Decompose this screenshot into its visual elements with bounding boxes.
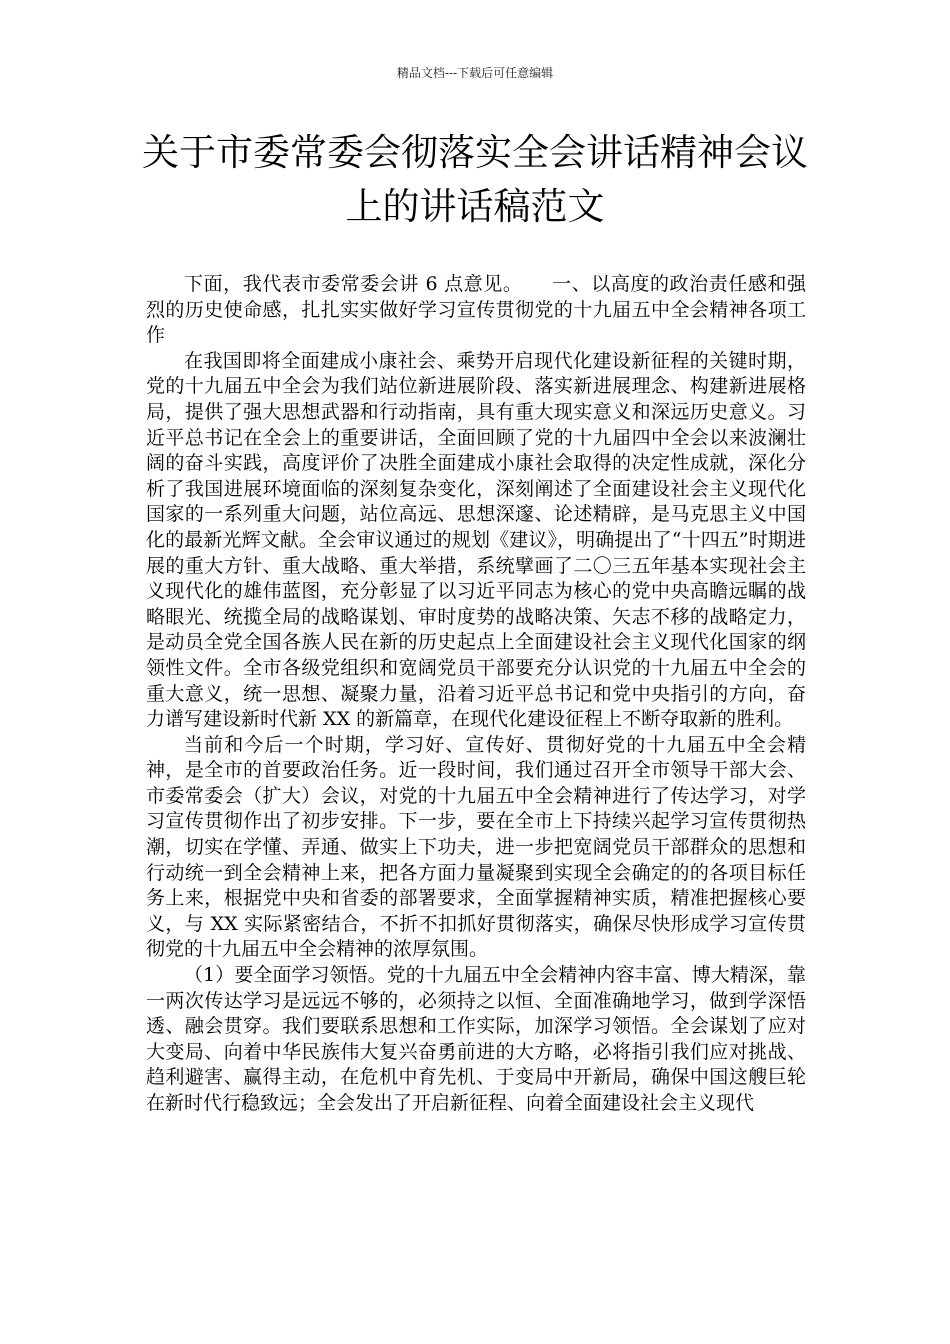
title-line-2: 上的讲话稿范文 <box>345 185 605 228</box>
document-title <box>100 126 850 234</box>
paragraph: 下面，我代表市委常委会讲 6 点意见。 一、以高度的政治责任感和强烈的历史使命感，扎扎实实做好学习宣传贯彻党的十九届五中全会精神各项工作 <box>146 273 806 347</box>
paragraph: 当前和今后一个时期，学习好、宣传好、贯彻好党的十九届五中全会精神，是全市的首要政治任务。近一段时间，我们通过召开全市领导干部大会、市委常委会（扩大）会议，对党的十九届五中全会精神进行了传达学习，对学习宣传贯彻作出了初步安排。下一步，要在全市上下持续兴起学习宣传贯彻热潮，切实在学懂、弄通、做实上下功夫，进一步把宽阔党员干部群众的思想和行动统一到全会精神上来，把各方面力量凝聚到实现全会确定的的各项目标任务上来，根据党中央和省委的部署要求，全面掌握精神实质，精准把握核心要义，与 XX 实际紧密结合，不折不扣抓好贯彻落实，确保尽快形成学习宣传贯彻党的十九届五中全会精神的浓厚氛围。 <box>146 733 806 961</box>
document-body <box>146 272 806 1117</box>
page-header: 精品文档---下载后可任意编辑 <box>396 66 554 80</box>
paragraph: （1）要全面学习领悟。党的十九届五中全会精神内容丰富、博大精深，靠一两次传达学习是远远不够的，必须持之以恒、全面准确地学习，做到学深悟透、融会贯穿。我们要联系思想和工作实际，加深学习领悟。全会谋划了应对大变局、向着中华民族伟大复兴奋勇前进的大方略，必将指引我们应对挑战、趋利避害、赢得主动，在危机中育先机、于变局中开新局，确保中国这艘巨轮在新时代行稳致远；全会发出了开启新征程、向着全面建设社会主义现代 <box>146 964 806 1114</box>
paragraph: 在我国即将全面建成小康社会、乘势开启现代化建设新征程的关键时期，党的十九届五中全会为我们站位新进展阶段、落实新进展理念、构建新进展格局，提供了强大思想武器和行动指南，具有重大现实意义和深远历史意义。习近平总书记在全会上的重要讲话，全面回顾了党的十九届四中全会以来波澜壮阔的奋斗实践，高度评价了决胜全面建成小康社会取得的决定性成就，深化分析了我国进展环境面临的深刻复杂变化，深刻阐述了全面建设社会主义现代化国家的一系列重大问题，站位高远、思想深邃、论述精辟，是马克思主义中国化的最新光辉文献。全会审议通过的规划《建议》，明确提出了“十四五”时期进展的重大方针、重大战略、重大举措，系统擘画了二〇三五年基本实现社会主义现代化的雄伟蓝图，充分彰显了以习近平同志为核心的党中央高瞻远瞩的战略眼光、统揽全局的战略谋划、审时度势的战略决策、矢志不移的战略定力，是动员全党全国各族人民在新的历史起点上全面建设社会主义现代化国家的纲领性文件。全市各级党组织和宽阔党员干部要充分认识党的十九届五中全会的重大意义，统一思想、凝聚力量，沿着习近平总书记和党中央指引的方向，奋力谱写建设新时代新 XX 的新篇章，在现代化建设征程上不断夺取新的胜利。 <box>146 349 806 731</box>
title-line-1: 关于市委常委会彻落实全会讲话精神会议 <box>142 131 808 174</box>
